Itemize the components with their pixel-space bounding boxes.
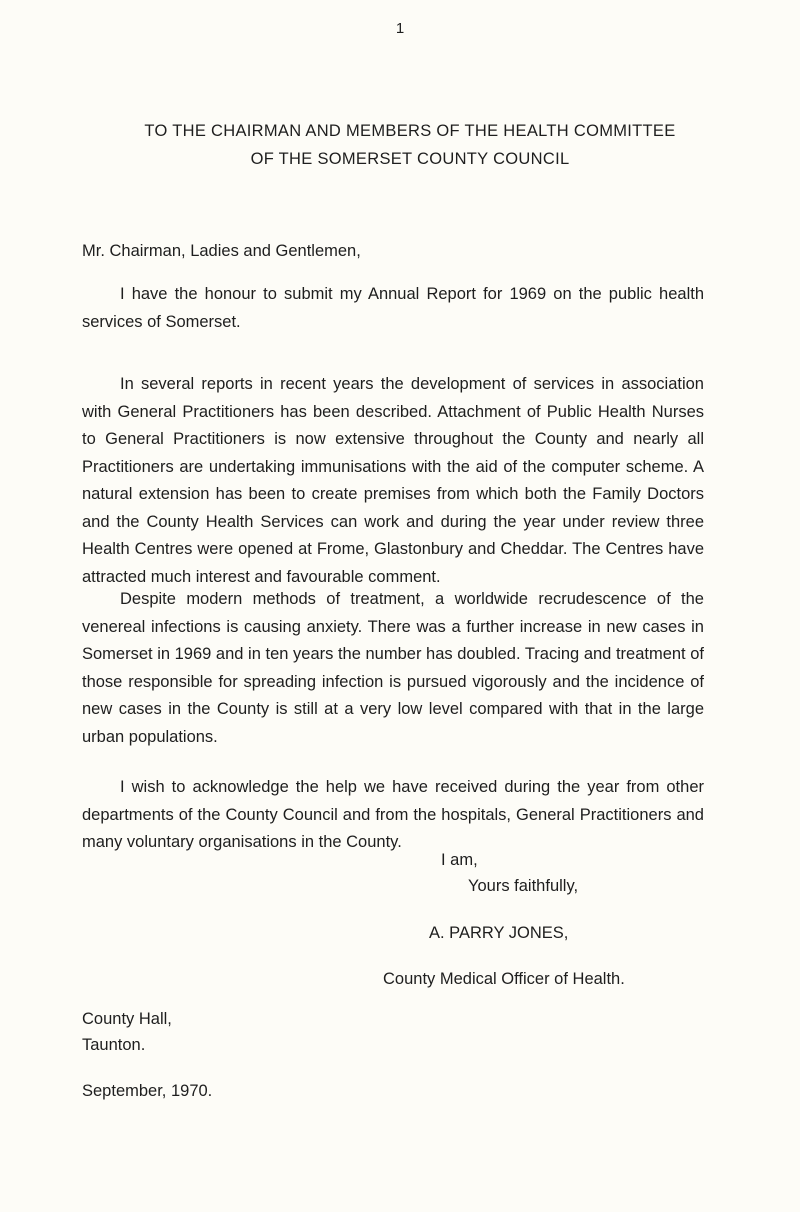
paragraph-general-practitioners: In several reports in recent years the development of services in association with General Practitioners has been described. Attachment of Public Health Nurses to General Practitioners is now extensive throughout the County and nearly all Practitioners are undertaking immunisations with the aid of the computer scheme. A natural extension has been to create premises from which both the Family Doctors and the County Health Services can work and during the year under review three Health Centres were opened at Frome, Glastonbury and Cheddar. The Centres have attracted much interest and favourable comment. <box>82 375 704 586</box>
page-number: 1 <box>395 20 405 37</box>
signatory-title: County Medical Officer of Health. <box>383 970 625 988</box>
paragraph-venereal-infections: Despite modern methods of treatment, a worldwide recrudescence of the venereal infections is causing anxiety. There was a further increase in new cases in Somerset in 1969 and in ten years the number has doubled. Tracing and treatment of those responsible for spreading infection is pursued vigorously and the incidence of new cases in the County is still at a very low level compared with that in the large urban populations. <box>82 590 704 746</box>
letter-heading <box>60 117 760 173</box>
heading-line-1: TO THE CHAIRMAN AND MEMBERS OF THE HEALTH COMMITTEE <box>144 122 676 140</box>
signatory-name: A. PARRY JONES, <box>429 924 569 942</box>
heading-line-2: OF THE SOMERSET COUNTY COUNCIL <box>250 150 570 168</box>
signoff-yours-faithfully: Yours faithfully, <box>468 877 579 895</box>
address-line-1: County Hall, <box>82 1010 172 1028</box>
salutation: Mr. Chairman, Ladies and Gentlemen, <box>82 242 361 260</box>
paragraph-acknowledgements: I wish to acknowledge the help we have received during the year from other departments of the County Council and from the hospitals, General Practitioners and many voluntary organisations in the County. <box>82 778 704 851</box>
letter-date: September, 1970. <box>82 1082 213 1100</box>
paragraph-annual-report: I have the honour to submit my Annual Report for 1969 on the public health services of Somerset. <box>82 285 704 331</box>
address-line-2: Taunton. <box>82 1036 146 1054</box>
signoff-i-am: I am, <box>441 851 478 869</box>
